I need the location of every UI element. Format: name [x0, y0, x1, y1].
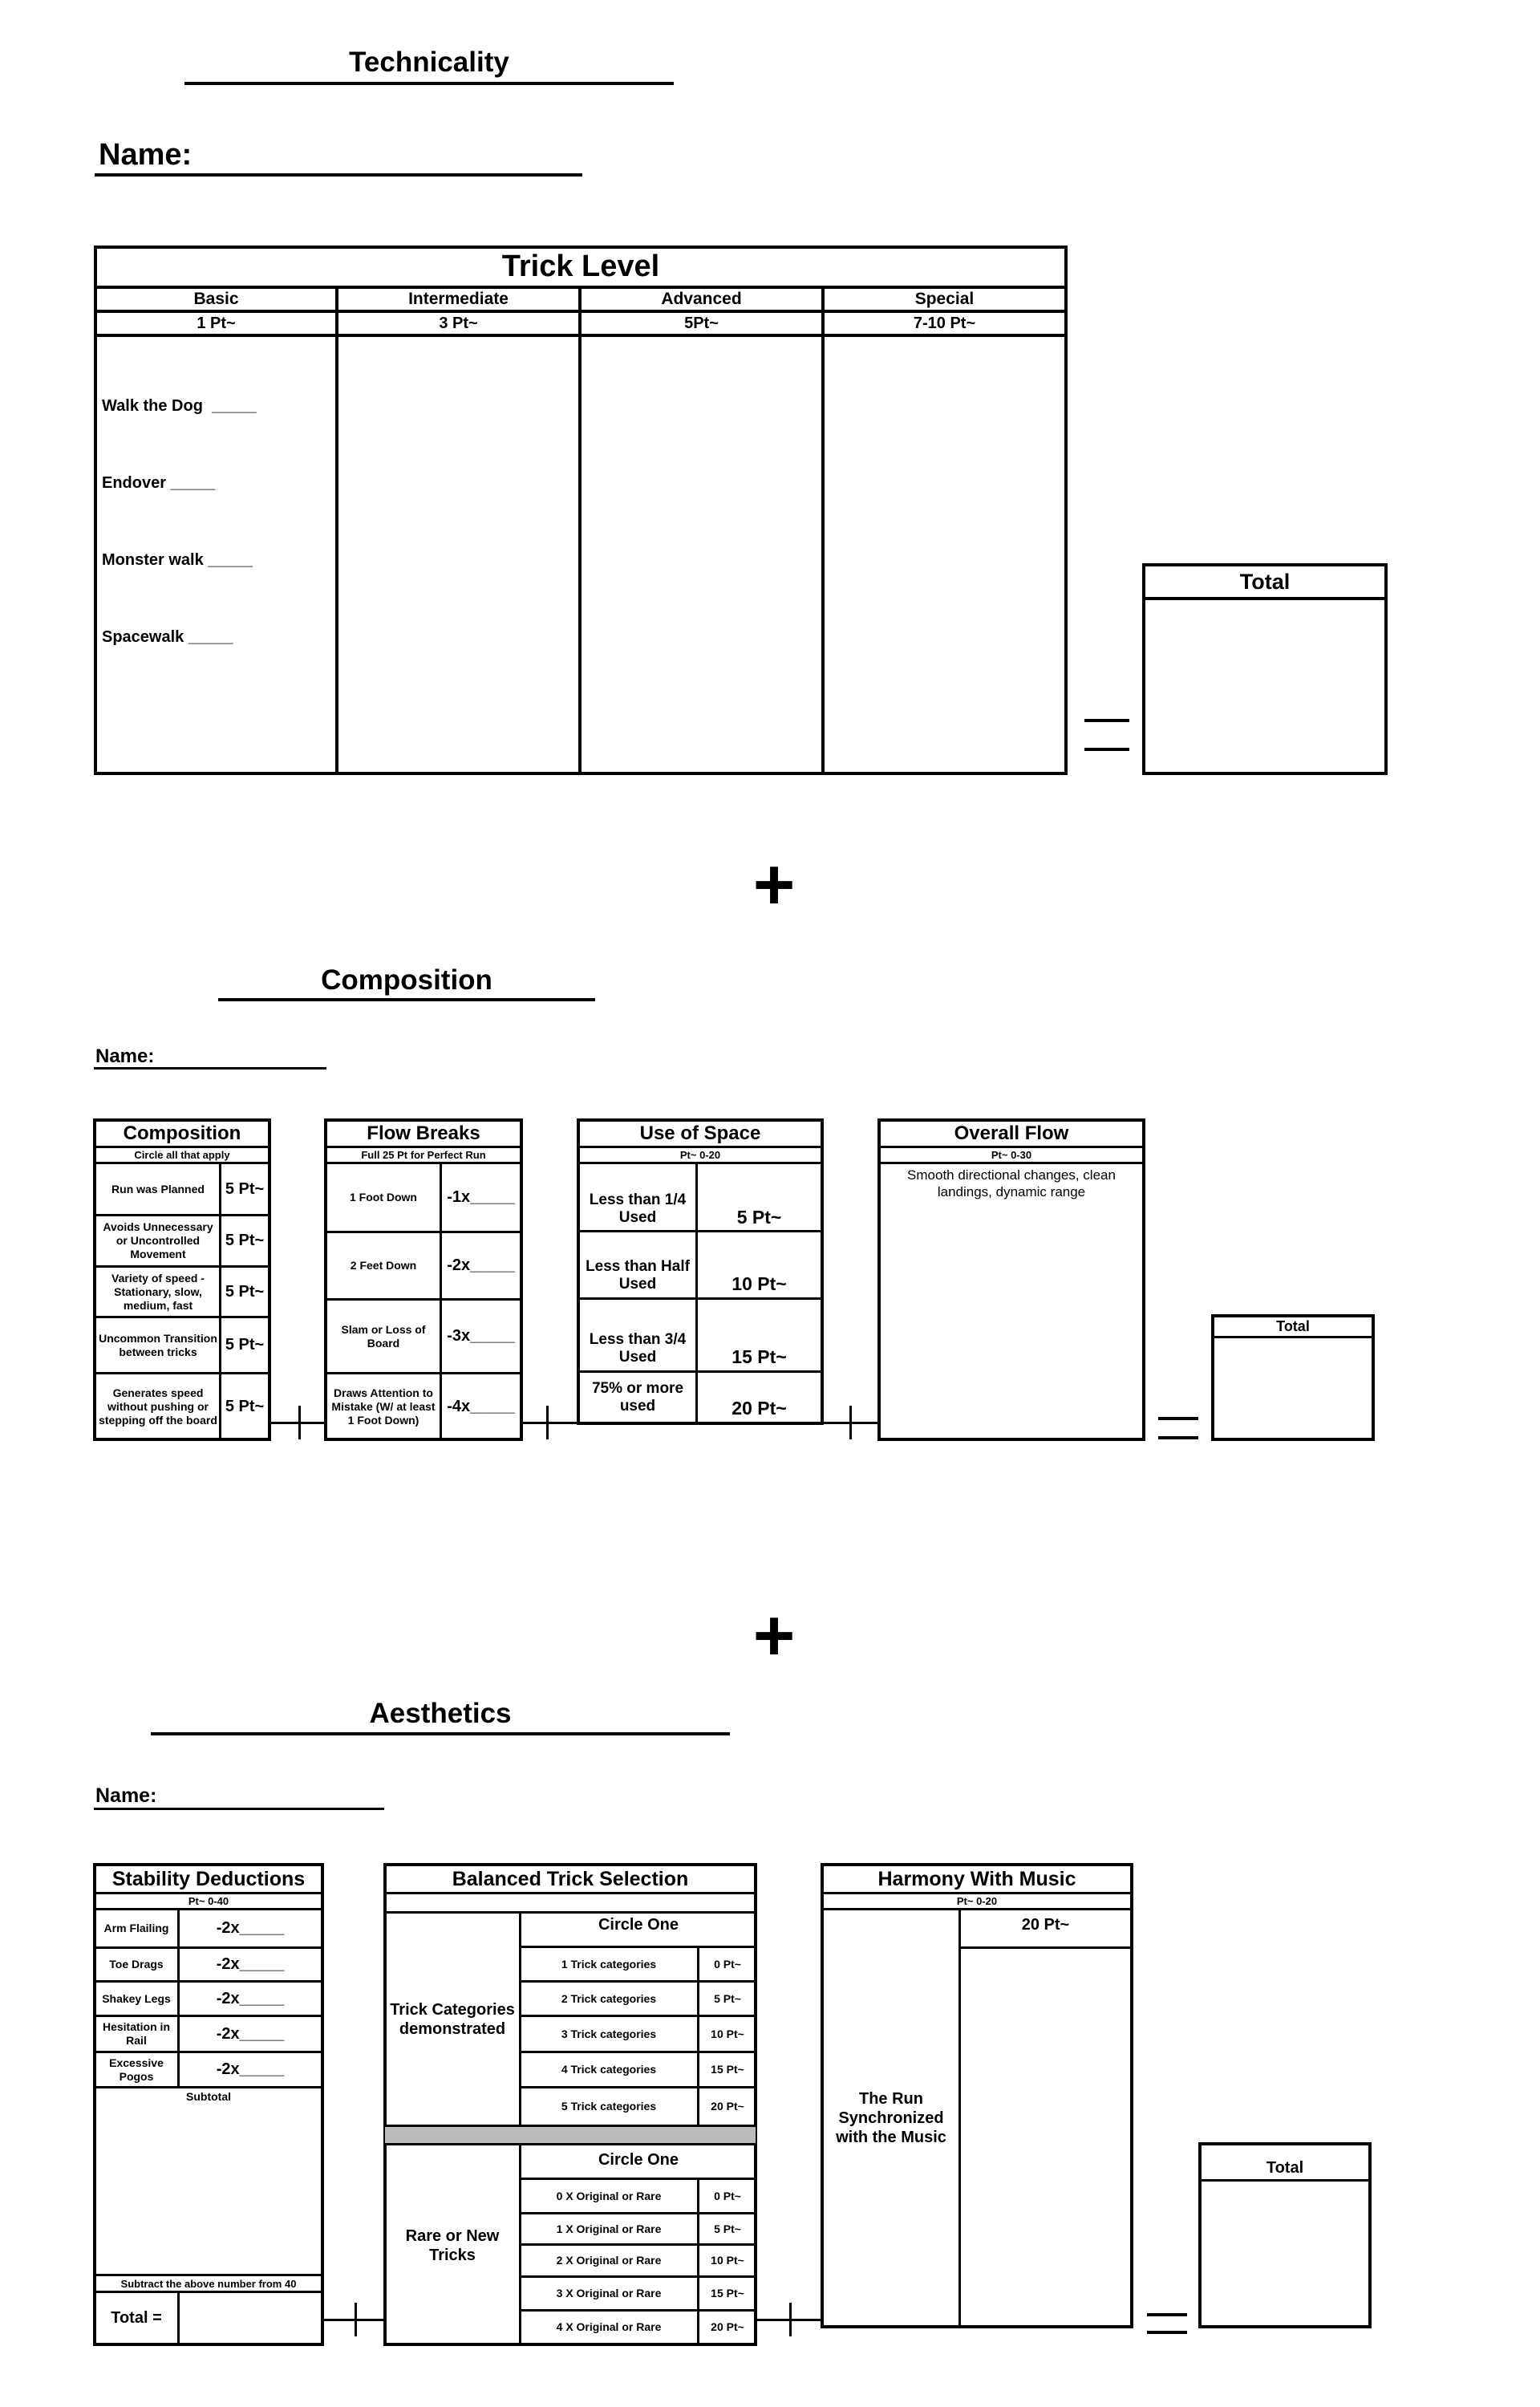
- stability-row-label: Shakey Legs: [102, 1991, 171, 2005]
- trick-category-option[interactable]: 5 Trick categories: [561, 2100, 657, 2113]
- balanced-trick-title: Balanced Trick Selection: [452, 1867, 689, 1890]
- rare-trick-option[interactable]: 0 X Original or Rare: [556, 2189, 662, 2202]
- rare-trick-option[interactable]: 4 X Original or Rare: [556, 2320, 662, 2333]
- col-header-basic: Basic: [193, 290, 239, 308]
- col-points-basic: 1 Pt~: [197, 314, 236, 332]
- basic-trick-item[interactable]: Monster walk _____: [102, 551, 253, 569]
- aesthetics-title: Aesthetics: [369, 1698, 512, 1729]
- equals-sign: [1084, 719, 1129, 751]
- trick-categories-label: Trick Categories demonstrated: [390, 2000, 515, 2038]
- composition-box-subtitle: Circle all that apply: [134, 1149, 230, 1161]
- basic-trick-item[interactable]: Walk the Dog _____: [102, 397, 257, 415]
- stability-row-count[interactable]: -2x_____: [216, 1919, 285, 1937]
- rare-trick-points: 0 Pt~: [714, 2189, 741, 2202]
- equals-sign: [1147, 2313, 1187, 2334]
- stability-total-input[interactable]: [180, 2293, 321, 2343]
- col-header-special: Special: [914, 290, 975, 308]
- basic-trick-item[interactable]: Spacewalk _____: [102, 628, 233, 646]
- basic-trick-item[interactable]: Endover _____: [102, 474, 216, 492]
- space-row-points[interactable]: 10 Pt~: [732, 1273, 787, 1294]
- basic-trick-list: [102, 342, 257, 676]
- stability-subtract-note: Subtract the above number from 40: [120, 2277, 297, 2290]
- harmony-label: The Run Synchronized with the Music: [836, 2090, 946, 2146]
- space-row-label: Less than 1/4 Used: [589, 1191, 687, 1226]
- rare-trick-option[interactable]: 1 X Original or Rare: [556, 2222, 662, 2235]
- stability-row-label: Hesitation in Rail: [102, 2020, 170, 2047]
- aesthetics-total-label: Total: [1266, 2158, 1304, 2177]
- stability-row-label: Excessive Pogos: [109, 2056, 164, 2083]
- flow-break-label: 1 Foot Down: [350, 1191, 417, 1204]
- col-header-advanced: Advanced: [661, 290, 742, 308]
- space-row-points[interactable]: 5 Pt~: [736, 1206, 782, 1228]
- trick-category-option[interactable]: 4 Trick categories: [561, 2063, 657, 2076]
- space-row-points[interactable]: 15 Pt~: [732, 1346, 787, 1367]
- trick-category-points: 10 Pt~: [711, 2027, 744, 2040]
- technicality-total-label: Total: [1239, 569, 1291, 594]
- stability-row-label: Arm Flailing: [103, 1922, 169, 1934]
- harmony-points: 20 Pt~: [1021, 1915, 1070, 1934]
- stability-total-label: Total =: [111, 2308, 162, 2327]
- stability-subtotal-label: Subtotal: [186, 2090, 231, 2103]
- stability-row-count[interactable]: -2x_____: [216, 2060, 285, 2078]
- overall-flow-title: Overall Flow: [954, 1122, 1069, 1144]
- trick-category-option[interactable]: 3 Trick categories: [561, 2027, 657, 2040]
- use-of-space-subtitle: Pt~ 0-20: [679, 1149, 721, 1161]
- harmony-score-cell[interactable]: [961, 1949, 1130, 2325]
- flow-break-count[interactable]: -3x_____: [447, 1327, 515, 1345]
- composition-row-points[interactable]: 5 Pt~: [225, 1282, 265, 1301]
- balanced-divider-bar: [385, 2125, 756, 2145]
- composition-title: Composition: [321, 964, 492, 996]
- flow-break-count[interactable]: -2x_____: [447, 1256, 515, 1274]
- trick-category-option[interactable]: 1 Trick categories: [561, 1957, 657, 1971]
- col-points-advanced: 5Pt~: [684, 314, 719, 332]
- trick-level-title: Trick Level: [501, 249, 660, 283]
- col-points-intermediate: 3 Pt~: [439, 314, 478, 332]
- composition-box-title: Composition: [123, 1122, 241, 1144]
- rare-trick-points: 20 Pt~: [711, 2320, 744, 2333]
- composition-row-points[interactable]: 5 Pt~: [225, 1336, 265, 1354]
- composition-row-points[interactable]: 5 Pt~: [225, 1397, 265, 1415]
- composition-name-label: Name:: [95, 1045, 155, 1067]
- trick-category-points: 5 Pt~: [714, 1991, 741, 2005]
- composition-total-label: Total: [1276, 1318, 1310, 1334]
- use-of-space-title: Use of Space: [639, 1122, 761, 1144]
- harmony-subtitle: Pt~ 0-20: [956, 1895, 998, 1907]
- composition-row-label: Run was Planned: [111, 1182, 205, 1195]
- plus-icon: +: [752, 1596, 796, 1676]
- flow-break-label: 2 Feet Down: [350, 1259, 417, 1272]
- flow-break-count[interactable]: -4x_____: [447, 1397, 515, 1415]
- col-header-intermediate: Intermediate: [408, 290, 509, 308]
- col-points-special: 7-10 Pt~: [913, 314, 976, 332]
- composition-row-label: Uncommon Transition between tricks: [99, 1331, 217, 1358]
- technicality-title-underline: [184, 82, 674, 85]
- composition-row-points[interactable]: 5 Pt~: [225, 1179, 265, 1198]
- space-row-points[interactable]: 20 Pt~: [732, 1397, 787, 1419]
- trick-category-points: 15 Pt~: [711, 2063, 744, 2076]
- overall-flow-subtitle: Pt~ 0-30: [991, 1149, 1032, 1161]
- composition-name-line[interactable]: [94, 1067, 326, 1070]
- flow-break-count[interactable]: -1x_____: [447, 1188, 515, 1206]
- rare-tricks-label: Rare or New Tricks: [405, 2227, 500, 2264]
- technicality-title: Technicality: [349, 47, 509, 78]
- flow-break-label: Draws Attention to Mistake (W/ at least 1 Foot Down): [331, 1386, 436, 1427]
- flow-breaks-subtitle: Full 25 Pt for Perfect Run: [361, 1149, 486, 1161]
- rare-trick-option[interactable]: 3 X Original or Rare: [556, 2287, 662, 2299]
- trick-category-points: 20 Pt~: [711, 2100, 744, 2113]
- trick-category-option[interactable]: 2 Trick categories: [561, 1991, 657, 2005]
- rare-trick-points: 15 Pt~: [711, 2287, 744, 2299]
- stability-subtitle: Pt~ 0-40: [188, 1895, 229, 1907]
- stability-row-count[interactable]: -2x_____: [216, 1989, 285, 2007]
- composition-row-points[interactable]: 5 Pt~: [225, 1232, 265, 1249]
- flow-breaks-title: Flow Breaks: [367, 1122, 480, 1144]
- composition-row-label: Generates speed without pushing or stepping off the board: [99, 1386, 217, 1427]
- equals-sign: [1158, 1417, 1198, 1439]
- composition-row-label: Avoids Unnecessary or Uncontrolled Movement: [103, 1220, 213, 1260]
- harmony-title: Harmony With Music: [877, 1867, 1076, 1890]
- aesthetics-name-label: Name:: [95, 1784, 157, 1807]
- trick-category-points: 0 Pt~: [714, 1957, 741, 1971]
- overall-flow-description: Smooth directional changes, clean landings, dynamic range: [907, 1167, 1116, 1199]
- flow-break-label: Slam or Loss of Board: [341, 1322, 426, 1350]
- space-row-label: Less than Half Used: [586, 1258, 690, 1293]
- stability-row-label: Toe Drags: [109, 1958, 164, 1971]
- stability-row-count[interactable]: -2x_____: [216, 2024, 285, 2043]
- rare-trick-points: 10 Pt~: [711, 2254, 744, 2267]
- aesthetics-name-line[interactable]: [94, 1808, 384, 1810]
- rare-trick-option[interactable]: 2 X Original or Rare: [556, 2254, 662, 2267]
- rare-trick-points: 5 Pt~: [714, 2222, 741, 2235]
- circle-one-header: Circle One: [598, 2150, 679, 2169]
- technicality-name-line[interactable]: [95, 173, 582, 177]
- space-row-label: 75% or more used: [591, 1380, 684, 1415]
- composition-row-label: Variety of speed - Stationary, slow, medium, fast: [111, 1271, 205, 1312]
- circle-one-header: Circle One: [598, 1915, 679, 1934]
- stability-title: Stability Deductions: [111, 1867, 306, 1890]
- technicality-name-label: Name:: [99, 138, 192, 172]
- plus-icon: +: [752, 845, 796, 925]
- space-row-label: Less than 3/4 Used: [589, 1331, 687, 1366]
- stability-row-count[interactable]: -2x_____: [216, 1955, 285, 1973]
